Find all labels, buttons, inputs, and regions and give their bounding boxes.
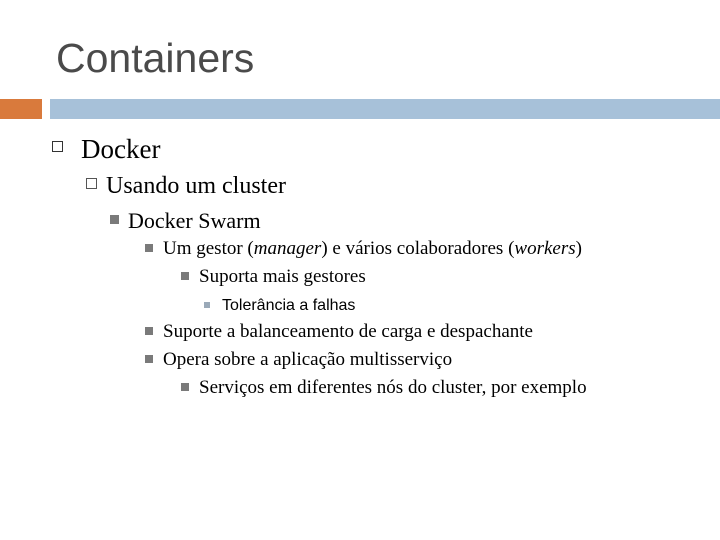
bullet-hollow-square-icon [52, 141, 63, 152]
bullet-suporta-gestores: Suporta mais gestores [199, 266, 366, 287]
bullet-small-square-icon [204, 302, 210, 308]
bullet-square-icon [110, 215, 119, 224]
title-accent-bar-blue [50, 99, 720, 119]
bullet-usando-cluster: Usando um cluster [106, 173, 286, 199]
text-part: ) [575, 238, 582, 259]
title-accent-bar-orange [0, 99, 42, 119]
bullet-multisservico: Opera sobre a aplicação multisserviço [163, 349, 453, 370]
bullet-tolerancia-falhas: Tolerância a falhas [222, 297, 356, 314]
bullet-servicos-nos: Serviços em diferentes nós do cluster, por exemplo [199, 377, 587, 398]
bullet-square-icon [145, 355, 153, 363]
text-part: ) e vários colaboradores ( [321, 238, 515, 259]
bullet-square-icon [181, 272, 189, 280]
bullet-square-icon [145, 244, 153, 252]
bullet-balanceamento: Suporte a balanceamento de carga e despachante [163, 321, 533, 342]
bullet-docker-swarm: Docker Swarm [128, 208, 261, 233]
bullet-square-icon [181, 383, 189, 391]
text-emphasis-manager: manager [253, 238, 322, 259]
text-part: Um gestor ( [163, 238, 254, 259]
bullet-square-icon [145, 327, 153, 335]
bullet-hollow-square-icon [86, 178, 97, 189]
slide-title: Containers [56, 35, 255, 81]
bullet-docker: Docker [81, 134, 161, 164]
bullet-gestor-colaboradores [163, 237, 582, 261]
text-emphasis-workers: workers [514, 238, 576, 259]
